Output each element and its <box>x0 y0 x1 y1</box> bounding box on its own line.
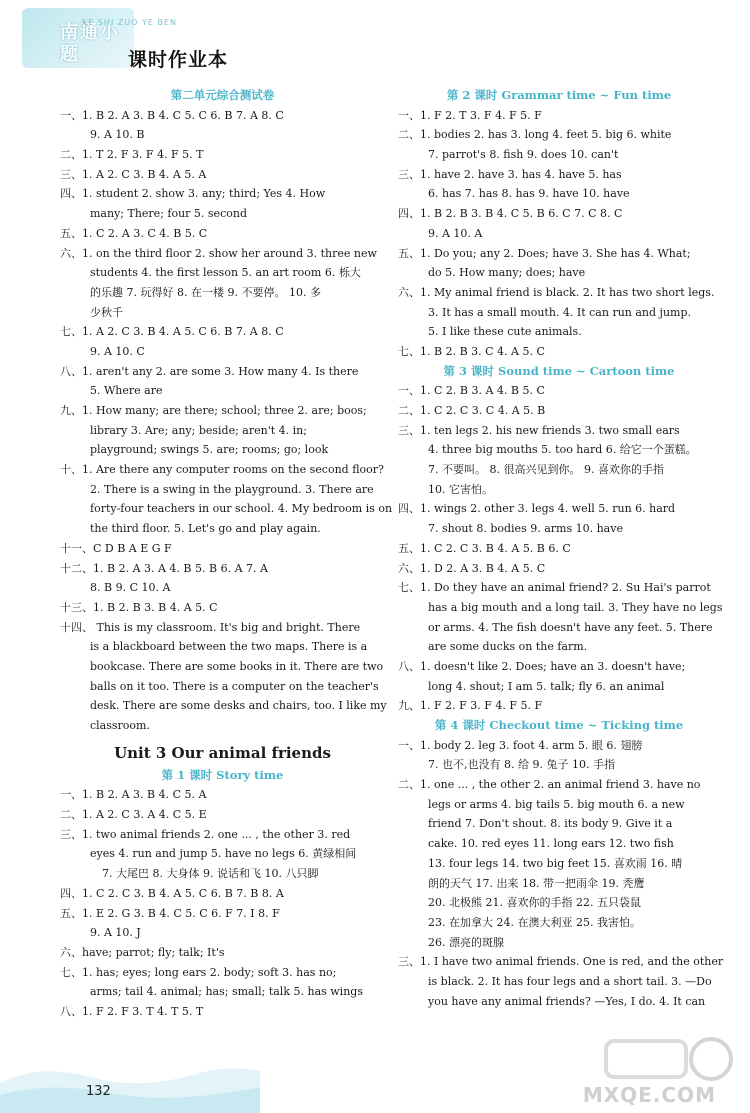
footer-wave-decoration <box>0 1043 260 1113</box>
answer-line: 23. 在加拿大 24. 在澳大利亚 25. 我害怕。 <box>428 915 641 929</box>
answer-line: do 5. How many; does; have <box>428 266 586 280</box>
answer-line: 7. shout 8. bodies 9. arms 10. have <box>428 522 623 536</box>
answer-line: 9. A 10. B <box>90 128 145 142</box>
answer-line: 26. 漂亮的斑腺 <box>428 935 504 949</box>
answer-line: 一、1. F 2. T 3. F 4. F 5. F <box>398 108 542 122</box>
answer-line: legs or arms 4. big tails 5. big mouth 6. a new <box>428 797 685 811</box>
answer-line: 2. There is a swing in the playground. 3. There are <box>90 482 374 496</box>
answer-line: 二、1. A 2. C 3. A 4. C 5. E <box>60 808 207 822</box>
answer-line: 7. 不要叫。 8. 很高兴见到你。 9. 喜欢你的手指 <box>428 463 664 477</box>
answer-line: 六、1. My animal friend is black. 2. It has two short legs. <box>398 285 715 299</box>
answer-line: 4. three big mouths 5. too hard 6. 给它一个蛋糕。 <box>428 443 697 457</box>
answer-line: 7. 也不,也没有 8. 给 9. 兔子 10. 手指 <box>428 758 615 772</box>
answer-line: is black. 2. It has four legs and a short tail. 3. —Do <box>428 974 712 988</box>
answer-line: are some ducks on the farm. <box>428 640 588 654</box>
answer-line: 5. Where are <box>90 384 163 398</box>
answer-line: 八、1. F 2. F 3. T 4. T 5. T <box>60 1004 204 1018</box>
answer-line: 一、1. body 2. leg 3. foot 4. arm 5. 眼 6. 翅膀 <box>398 738 643 752</box>
section-heading: 第 4 课时 Checkout time ~ Ticking time <box>434 718 684 732</box>
answer-line: 二、1. T 2. F 3. F 4. F 5. T <box>60 148 204 162</box>
answer-line: 三、1. ten legs 2. his new friends 3. two small ears <box>398 423 680 437</box>
answer-line: 四、1. student 2. show 3. any; third; Yes 4. How <box>60 187 326 201</box>
answer-line: 一、1. C 2. B 3. A 4. B 5. C <box>398 384 545 398</box>
answer-line: 六、have; parrot; fly; talk; It's <box>60 945 225 959</box>
answer-line: playground; swings 5. are; rooms; go; look <box>90 443 329 457</box>
section-heading: 第 2 课时 Grammar time ~ Fun time <box>446 88 672 102</box>
answer-line: 三、1. two animal friends 2. one ... , the other 3. red <box>60 827 351 841</box>
answer-line: 9. A 10. C <box>90 344 145 358</box>
answer-line: 六、1. on the third floor 2. show her around 3. three new <box>60 246 377 260</box>
unit-title: Unit 3 Our animal friends <box>114 743 331 762</box>
answer-line: 九、1. F 2. F 3. F 4. F 5. F <box>398 699 543 713</box>
answer-line: 7. 大尾巴 8. 大身体 9. 说话和飞 10. 八只脚 <box>102 867 319 881</box>
answer-line: 9. A 10. A <box>428 226 483 240</box>
answer-line: many; There; four 5. second <box>90 207 247 221</box>
answer-line: 七、1. B 2. B 3. C 4. A 5. C <box>398 344 545 358</box>
answer-line: 三、1. A 2. C 3. B 4. A 5. A <box>60 167 207 181</box>
answer-line: 九、1. How many; are there; school; three 2. are; boos; <box>60 404 367 417</box>
answer-line: 一、1. B 2. A 3. B 4. C 5. C 6. B 7. A 8. C <box>60 108 284 122</box>
answer-line: 6. has 7. has 8. has 9. have 10. have <box>428 187 630 201</box>
answer-line: 10. 它害怕。 <box>428 482 493 496</box>
brand-logo <box>22 8 134 68</box>
answer-line: cake. 10. red eyes 11. long ears 12. two fish <box>428 837 674 851</box>
answer-line: you have any animal friends? —Yes, I do. 4. It can <box>428 994 706 1008</box>
answer-line: library 3. Are; any; beside; aren't 4. in; <box>90 423 307 437</box>
answer-line: 六、1. D 2. A 3. B 4. A 5. C <box>398 561 546 575</box>
answer-line: 四、1. B 2. B 3. B 4. C 5. B 6. C 7. C 8. C <box>398 207 623 221</box>
answer-line: 3. It has a small mouth. 4. It can run and jump. <box>428 305 692 319</box>
answer-line: 少秋千 <box>90 305 123 319</box>
answer-line: 七、1. A 2. C 3. B 4. A 5. C 6. B 7. A 8. C <box>60 325 284 339</box>
section-heading: 第 1 课时 Story time <box>161 767 284 782</box>
answer-line: bookcase. There are some books in it. There are two <box>90 659 384 673</box>
answer-line: 八、1. doesn't like 2. Does; have an 3. doesn't have; <box>398 659 686 673</box>
answer-line: 7. parrot's 8. fish 9. does 10. can't <box>428 148 619 162</box>
answer-line: 十一、C D B A E G F <box>60 541 172 555</box>
answer-line: 十、1. Are there any computer rooms on the second floor? <box>60 463 384 477</box>
watermark-text: MXQE.COM <box>582 1083 716 1107</box>
answer-column-right <box>398 86 724 1011</box>
answer-line: 八、1. aren't any 2. are some 3. How many 4. Is there <box>60 364 359 378</box>
answer-line: 13. four legs 14. two big feet 15. 喜欢雨 16. 晴 <box>428 856 683 870</box>
answer-line: arms; tail 4. animal; has; small; talk 5. has wings <box>90 985 363 999</box>
page-header <box>0 0 750 90</box>
answer-line: the third floor. 5. Let's go and play again. <box>90 522 321 536</box>
answer-line: forty-four teachers in our school. 4. My bedroom is on <box>90 502 393 516</box>
book-title: 课时作业本 <box>128 49 229 71</box>
answer-line: balls on it too. There is a computer on the teacher's <box>90 679 379 693</box>
answer-column-left <box>60 86 393 1022</box>
answer-line: 8. B 9. C 10. A <box>90 581 171 595</box>
answer-line: long 4. shout; I am 5. talk; fly 6. an animal <box>428 679 665 693</box>
answer-line: 二、1. bodies 2. has 3. long 4. feet 5. big 6. white <box>398 128 672 142</box>
answer-line: friend 7. Don't shout. 8. its body 9. Give it a <box>428 817 673 831</box>
answer-line: 五、1. C 2. A 3. C 4. B 5. C <box>60 226 208 240</box>
answer-line: 五、1. E 2. G 3. B 4. C 5. C 6. F 7. I 8. F <box>60 906 280 920</box>
answer-line: 五、1. C 2. C 3. B 4. A 5. B 6. C <box>398 541 571 555</box>
answer-line: is a blackboard between the two maps. There is a <box>90 640 368 654</box>
answer-line: students 4. the first lesson 5. an art room 6. 栎大 <box>90 266 361 280</box>
answer-line: 四、1. wings 2. other 3. legs 4. well 5. run 6. hard <box>398 502 676 516</box>
answer-line: has a big mouth and a long tail. 3. They have no legs <box>428 600 723 614</box>
logo-text: 南通小题 <box>60 22 120 65</box>
answer-line: 七、1. has; eyes; long ears 2. body; soft 3. has no; <box>60 965 337 979</box>
answer-line: 9. A 10. J <box>90 926 141 940</box>
answer-line: 三、1. have 2. have 3. has 4. have 5. has <box>398 167 622 181</box>
answer-line: 的乐趣 7. 玩得好 8. 在一楼 9. 不要停。 10. 多 <box>90 285 321 299</box>
answer-line: 七、1. Do they have an animal friend? 2. Su Hai's parrot <box>398 581 711 595</box>
section-heading: 第二单元综合测试卷 <box>170 88 275 102</box>
answer-line: 三、1. I have two animal friends. One is red, and the other <box>398 955 724 969</box>
answer-line: 二、1. C 2. C 3. C 4. A 5. B <box>398 404 546 417</box>
answer-line: 20. 北极熊 21. 喜欢你的手指 22. 五只袋鼠 <box>428 896 641 910</box>
answer-line: 十四、 This is my classroom. It's big and bright. There <box>60 620 361 634</box>
answer-line: 5. I like these cute animals. <box>428 325 582 339</box>
answer-line: 四、1. C 2. C 3. B 4. A 5. C 6. B 7. B 8. A <box>60 886 284 900</box>
answer-line: or arms. 4. The fish doesn't have any feet. 5. There <box>428 620 713 634</box>
answer-line: 朗的天气 17. 出来 18. 带一把雨伞 19. 秃鹰 <box>428 876 645 890</box>
answer-line: 十二、1. B 2. A 3. A 4. B 5. B 6. A 7. A <box>60 561 268 575</box>
answer-line: 十三、1. B 2. B 3. B 4. A 5. C <box>60 600 218 614</box>
answer-line: classroom. <box>90 719 150 732</box>
answer-line: desk. There are some desks and chairs, too. I like my <box>90 699 387 713</box>
section-heading: 第 3 课时 Sound time ~ Cartoon time <box>443 363 675 378</box>
answer-line: 五、1. Do you; any 2. Does; have 3. She has 4. What; <box>398 246 691 260</box>
answer-line: eyes 4. run and jump 5. have no legs 6. 黄绿相间 <box>90 847 357 861</box>
answer-line: 二、1. one ... , the other 2. an animal friend 3. have no <box>398 778 701 792</box>
page-number: 132 <box>86 1084 111 1099</box>
book-subtitle-pinyin: KE SHI ZUO YE BEN <box>82 18 178 27</box>
answer-line: 一、1. B 2. A 3. B 4. C 5. A <box>60 788 207 802</box>
